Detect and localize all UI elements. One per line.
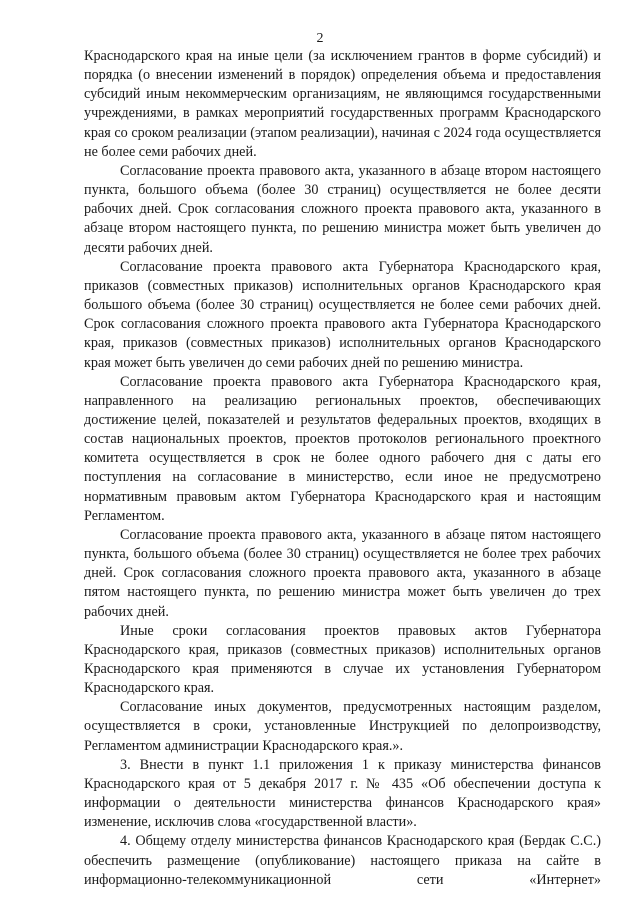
paragraph-other-documents: Согласование иных документов, предусмотренных настоящим разделом, осуществляется в сроки, установленные Инструкцией по делопроизводству, Регламентом администрации Краснодарского края.». — [84, 699, 601, 754]
paragraph-continuation: Краснодарского края на иные цели (за исключением грантов в форме субсидий) и порядка (о внесении изменений в порядок) определения объема и предоставления субсидий иным некоммерческим организациям, не являющимся государственными учреждениями, в рамках мероприятий государственных программ Краснодарского края со сроком реализации (этапом реализации), начиная с 2024 года осуществляется не более семи рабочих дней. — [84, 48, 601, 160]
paragraph-large-volume-approval: Согласование проекта правового акта, указанного в абзаце втором настоящего пункта, большого объема (более 30 страниц) осуществляется не более десяти рабочих дней. Срок согласования сложного проекта правового акта, указанного в абзаце втором настоящего пункта, по решению министра может быть увеличен до десяти рабочих дней. — [84, 162, 601, 256]
paragraph-governor-acts-approval: Согласование проекта правового акта Губернатора Краснодарского края, приказов (совместных приказов) исполнительных органов Краснодарского края большого объема (более 30 страниц) осуществляется не более семи рабочих дней. Срок согласования сложного проекта правового акта Губернатора Краснодарского края, приказов (совместных приказов) исполнительных органов Краснодарского края может быть увеличен до семи рабочих дней по решению министра. — [84, 258, 601, 371]
page-number: 2 — [316, 31, 324, 46]
paragraph-item-3: 3. Внести в пункт 1.1 приложения 1 к приказу министерства финансов Краснодарского края от 5 декабря 2017 г. № 435 «Об обеспечении доступа к информации о деятельности министерства финансов Краснодарского края» изменение, исключив слова «государственной власти». — [84, 756, 601, 831]
paragraph-other-terms: Иные сроки согласования проектов правовых актов Губернатора Краснодарского края, приказов (совместных приказов) исполнительных органов Краснодарского края применяются в случае их установления Губернатором Краснодарского края. — [84, 622, 601, 697]
paragraph-item-4: 4. Общему отделу министерства финансов Краснодарского края (Бердак С.С.) обеспечить размещение (опубликование) настоящего приказа на сайте в информационно-телекоммуникационной сети «Интернет» — [84, 833, 601, 888]
document-body — [84, 47, 601, 890]
paragraph-regional-projects-approval: Согласование проекта правового акта Губернатора Краснодарского края, направленного на реализацию региональных проектов, обеспечивающих достижение целей, показателей и результатов федеральных проектов, входящих в состав национальных проектов, проектов протоколов регионального проектного комитета осуществляется в срок не более одного рабочего дня с даты его поступления на согласование в министерство, если иное не предусмотрено нормативным правовым актом Губернатора Краснодарского края и настоящим Регламентом. — [84, 373, 601, 524]
paragraph-fifth-abzac-approval: Согласование проекта правового акта, указанного в абзаце пятом настоящего пункта, большого объема (более 30 страниц) осуществляется не более трех рабочих дней. Срок согласования сложного проекта правового акта, указанного в абзаце пятом настоящего пункта, по решению министра может быть увеличен до трех рабочих дней. — [84, 526, 601, 620]
